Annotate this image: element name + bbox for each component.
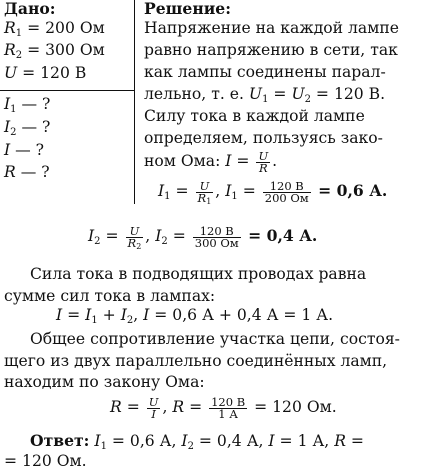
- paragraph-line: Силу тока в каждой лампе: [144, 107, 365, 125]
- paragraph-line: определяем, пользуясь зако-: [144, 129, 383, 147]
- ohm-law-line: ном Ома: I = $\frac{U}{R}$ .: [144, 148, 278, 175]
- fraction-values-1: $\frac{120 В}{200 Ом}$: [264, 178, 309, 205]
- table-horizontal-divider: [0, 90, 134, 91]
- paragraph-line: Напряжение на каждой лампе: [144, 19, 399, 37]
- find-i1: $I_1$ — ?: [4, 95, 51, 115]
- paragraph-line: щего из двух параллельно соединённых ламп,: [4, 352, 388, 370]
- paragraph-line: как лампы соединены парал-: [144, 63, 386, 81]
- paragraph-line: находим по закону Ома:: [4, 373, 205, 391]
- paragraph-line-with-equation: лельно, т. е. $U_1 = U_2 = 120$ В.: [144, 85, 386, 105]
- fraction-u-over-i: $\frac{U}{I}$: [148, 394, 159, 421]
- find-r: R — ?: [4, 163, 50, 181]
- paragraph-line: сумме сил тока в лампах:: [4, 287, 216, 305]
- fraction-u-over-r2: $\frac{U}{R_2}$: [127, 223, 142, 251]
- given-r2: $R_2 = 300$ Ом: [4, 41, 105, 61]
- solution-heading: Решение:: [144, 0, 231, 18]
- find-i2: $I_2$ — ?: [4, 118, 51, 138]
- ohm-fraction: $\frac{U}{R}$: [258, 148, 269, 175]
- given-u: U = 120 В: [4, 64, 87, 82]
- paragraph-line: равно напряжению в сети, так: [144, 41, 398, 59]
- answer-line: Ответ: $I_1 = 0,6$ А, $I_2 = 0,4$ А, I = 1 А, R =: [30, 431, 364, 452]
- find-i: I — ?: [4, 141, 45, 159]
- fraction-values-2: $\frac{120 В}{300 Ом}$: [194, 223, 239, 250]
- fraction-u-over-r1: $\frac{U}{R_1}$: [197, 178, 212, 206]
- given-heading: Дано:: [4, 0, 56, 18]
- fraction-values-3: $\frac{120 В}{1 А}$: [211, 394, 246, 421]
- formula-resistance: R = $\frac{U}{I}$ , R = $\frac{120 В}{1 А}$ = 120 Ом.: [110, 394, 337, 421]
- formula-i2: $I_2$ = $\frac{U}{R_2}$ , $I_2$ = $\frac{120 В}{300 Ом}$ = 0,4 А.: [88, 223, 318, 251]
- formula-i1: $I_1$ = $\frac{U}{R_1}$ , $I_1$ = $\frac{120 В}{200 Ом}$ = 0,6 А.: [158, 178, 388, 206]
- table-vertical-divider: [134, 0, 135, 204]
- answer-line-2: = 120 Ом.: [4, 452, 87, 470]
- given-r1: $R_1 = 200$ Ом: [4, 19, 105, 39]
- paragraph-line: Общее сопротивление участка цепи, состоя-: [30, 330, 400, 348]
- paragraph-line: Сила тока в подводящих проводах равна: [30, 265, 367, 283]
- formula-total-current: $I = I_1 + I_2$, I = 0,6 А + 0,4 А = 1 А.: [56, 306, 334, 326]
